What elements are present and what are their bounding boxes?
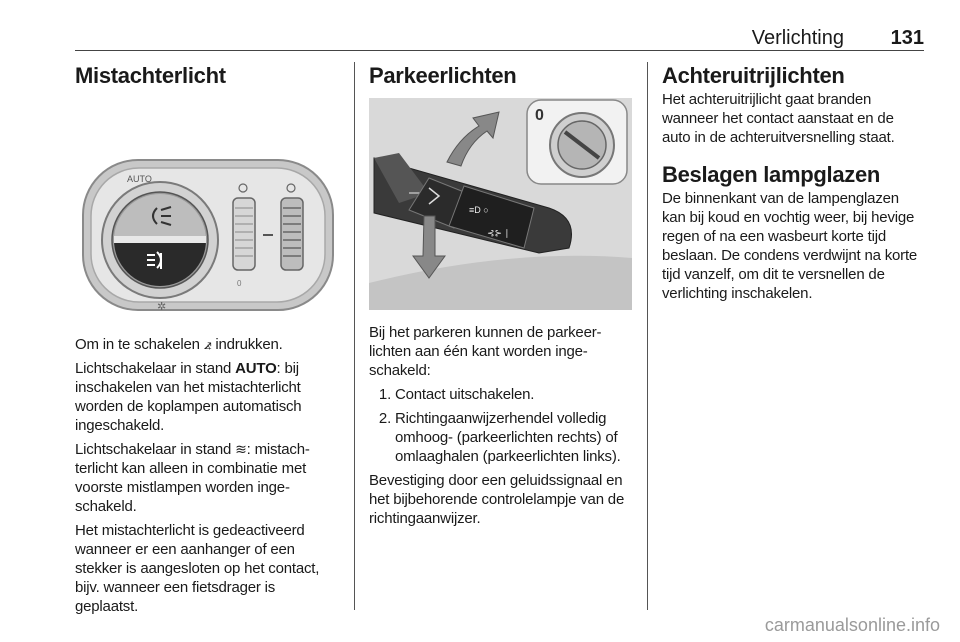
section-heading-beslagen-lampglazen: Beslagen lampglazen	[662, 162, 881, 187]
column-divider-2	[647, 62, 648, 610]
parking-step-1: 1. Contact uitschakelen.	[395, 385, 632, 404]
dial-sun-icon: ✲	[157, 301, 167, 313]
page-number: 131	[890, 27, 924, 49]
paragraph-parking-intro: Bij het parkeren kunnen de parkeerlichten aan één kant worden ingeschakeld:	[369, 324, 602, 379]
column-1	[75, 62, 342, 621]
page-header	[75, 24, 924, 51]
column-2	[369, 62, 632, 533]
section-heading-mistachterlicht: Mistachterlicht	[75, 63, 226, 88]
auto-label: AUTO	[127, 174, 152, 184]
column-3	[662, 62, 924, 308]
rear-fog-inline-icon: ⦨	[203, 336, 212, 352]
parking-steps-list	[369, 385, 632, 466]
paragraph-misted-lenses: De binnenkant van de lampenglazen kan bij koud en vochtig weer, bij hevige regen of na een wasbeurt korte tijd beslaan. De condens verdwijnt na korte tijd vanzelf, om dit te versnellen de verlichting inschakelen.	[662, 190, 918, 302]
light-switch-illustration	[75, 90, 342, 330]
stalk-parking-icon: ⊰⊱ ∣	[487, 228, 510, 238]
section-heading-parkeerlichten: Parkeerlichten	[369, 63, 517, 88]
paragraph-auto-mode: Lichtschakelaar in stand AUTO: bij inschakelen van het mistachterlicht worden de koplampen automatisch ingeschakeld.	[75, 360, 302, 434]
watermark: carmanualsonline.info	[764, 615, 940, 635]
parking-step-2: 2. Richtingaanwijzerhendel volledig omhoog- (parkeerlichten rechts) of omlaaghalen (parkeerlichten links).	[395, 409, 632, 466]
indicator-stalk-illustration	[369, 98, 632, 318]
paragraph-fog-combo: Lichtschakelaar in stand ≋: mistachterlicht kan alleen in combinatie met voorste mistlampen worden ingeschakeld.	[75, 441, 310, 515]
paragraph-parking-confirmation: Bevestiging door een geluidssignaal en het bijbehorende controlelampje van de richtingaanwijzer.	[369, 472, 625, 527]
section-heading-achteruitrijlichten: Achteruitrijlichten	[662, 63, 845, 88]
stalk-light-icon: ≡D ○	[469, 205, 489, 215]
paragraph-rear-fog-press: Om in te schakelen ⦨ indrukken.	[75, 336, 283, 353]
ignition-zero-label: 0	[535, 107, 544, 124]
column-divider-1	[354, 62, 355, 610]
paragraph-reversing-light: Het achteruitrijlicht gaat branden wanneer het contact aanstaat en de auto in de achteruitversnelling staat.	[662, 91, 895, 146]
auto-term: AUTO	[235, 360, 277, 377]
front-fog-inline-icon: ≋	[235, 441, 247, 457]
chapter-title: Verlichting	[751, 27, 844, 49]
paragraph-deactivation: Het mistachterlicht is gedeactiveerd wanneer er een aanhanger of een stekker is aangesloten op het contact, bijv. wanneer een fietsdrager is geplaatst.	[75, 522, 320, 615]
wheel-zero-label: 0	[237, 279, 242, 288]
